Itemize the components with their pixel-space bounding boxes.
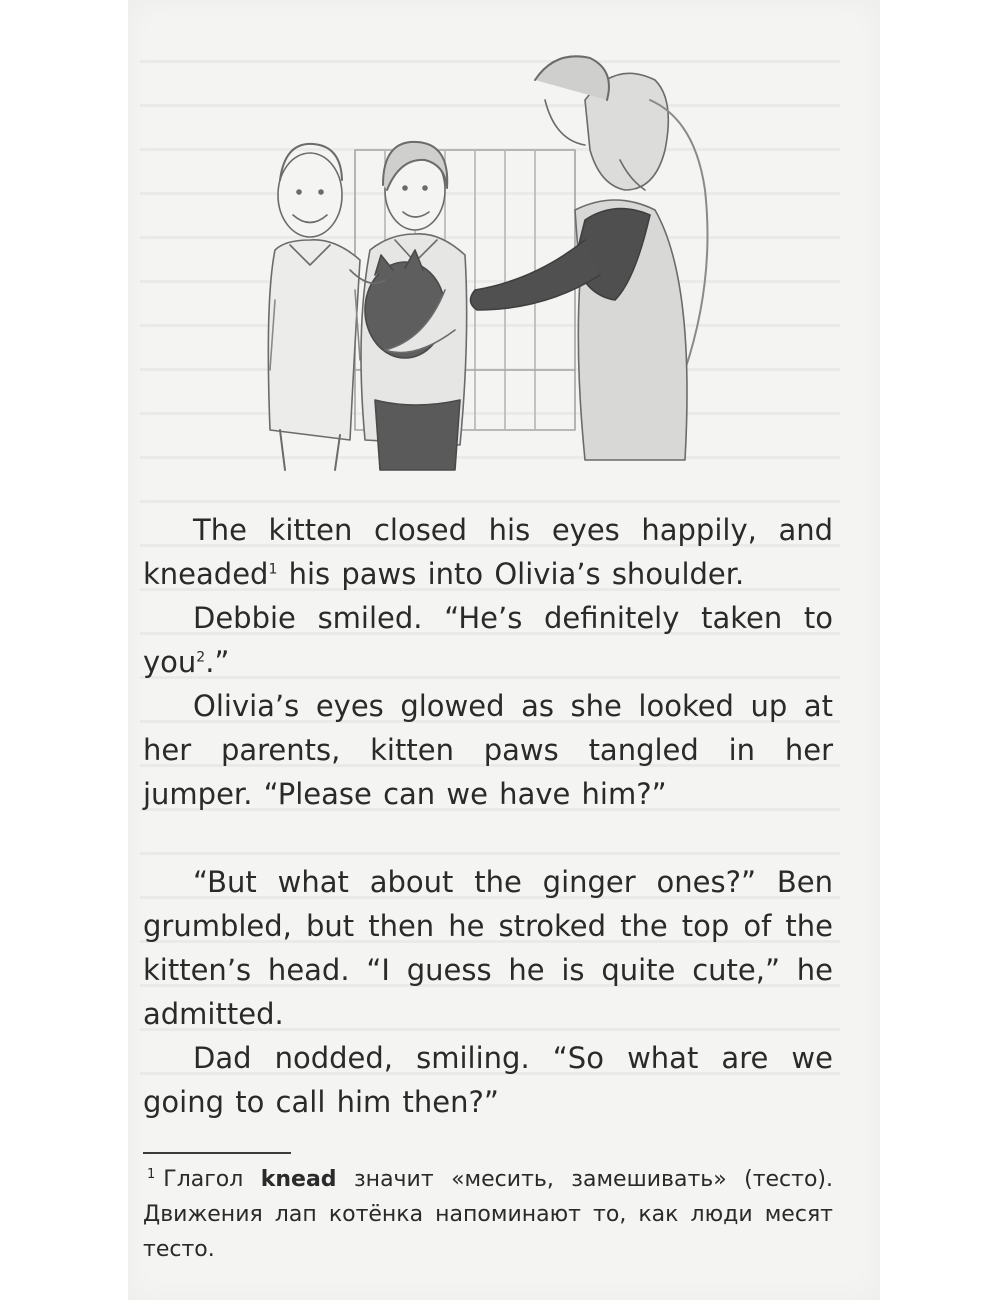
paragraph-3: Olivia’s eyes glowed as she looked up at her parents, kitten paws tangled in her jumper. “Please can we have him?” bbox=[143, 689, 833, 811]
paragraph-5: Dad nodded, smiling. “So what are we going to call him then?” bbox=[143, 1041, 833, 1119]
story-text bbox=[143, 508, 833, 1124]
paragraph-4: “But what about the ginger ones?” Ben grumbled, but then he stroked the top of the kitten’s head. “I guess he is quite cute,” he admitted. bbox=[143, 865, 833, 1031]
footnote-ref-1[interactable]: 1 bbox=[268, 561, 278, 578]
paragraph-2: Debbie smiled. “He’s definitely taken to you$^2$.” bbox=[143, 601, 833, 679]
footnote-ref-2[interactable]: 2 bbox=[196, 649, 206, 666]
footnote-1: $^1$ Глагол knead значит «месить, замешивать» (тесто). Движения лап котёнка напоминают то, как люди месят тесто. bbox=[143, 1166, 833, 1262]
footnote-number: 1 bbox=[147, 1166, 156, 1182]
footnote-divider bbox=[143, 1152, 291, 1154]
illustration-children-with-kitten bbox=[255, 40, 735, 480]
footnote-keyword: knead bbox=[260, 1167, 337, 1192]
paragraph-1: The kitten closed his eyes happily, and kneaded$^1$ his paws into Olivia’s shoulder. bbox=[143, 513, 833, 591]
